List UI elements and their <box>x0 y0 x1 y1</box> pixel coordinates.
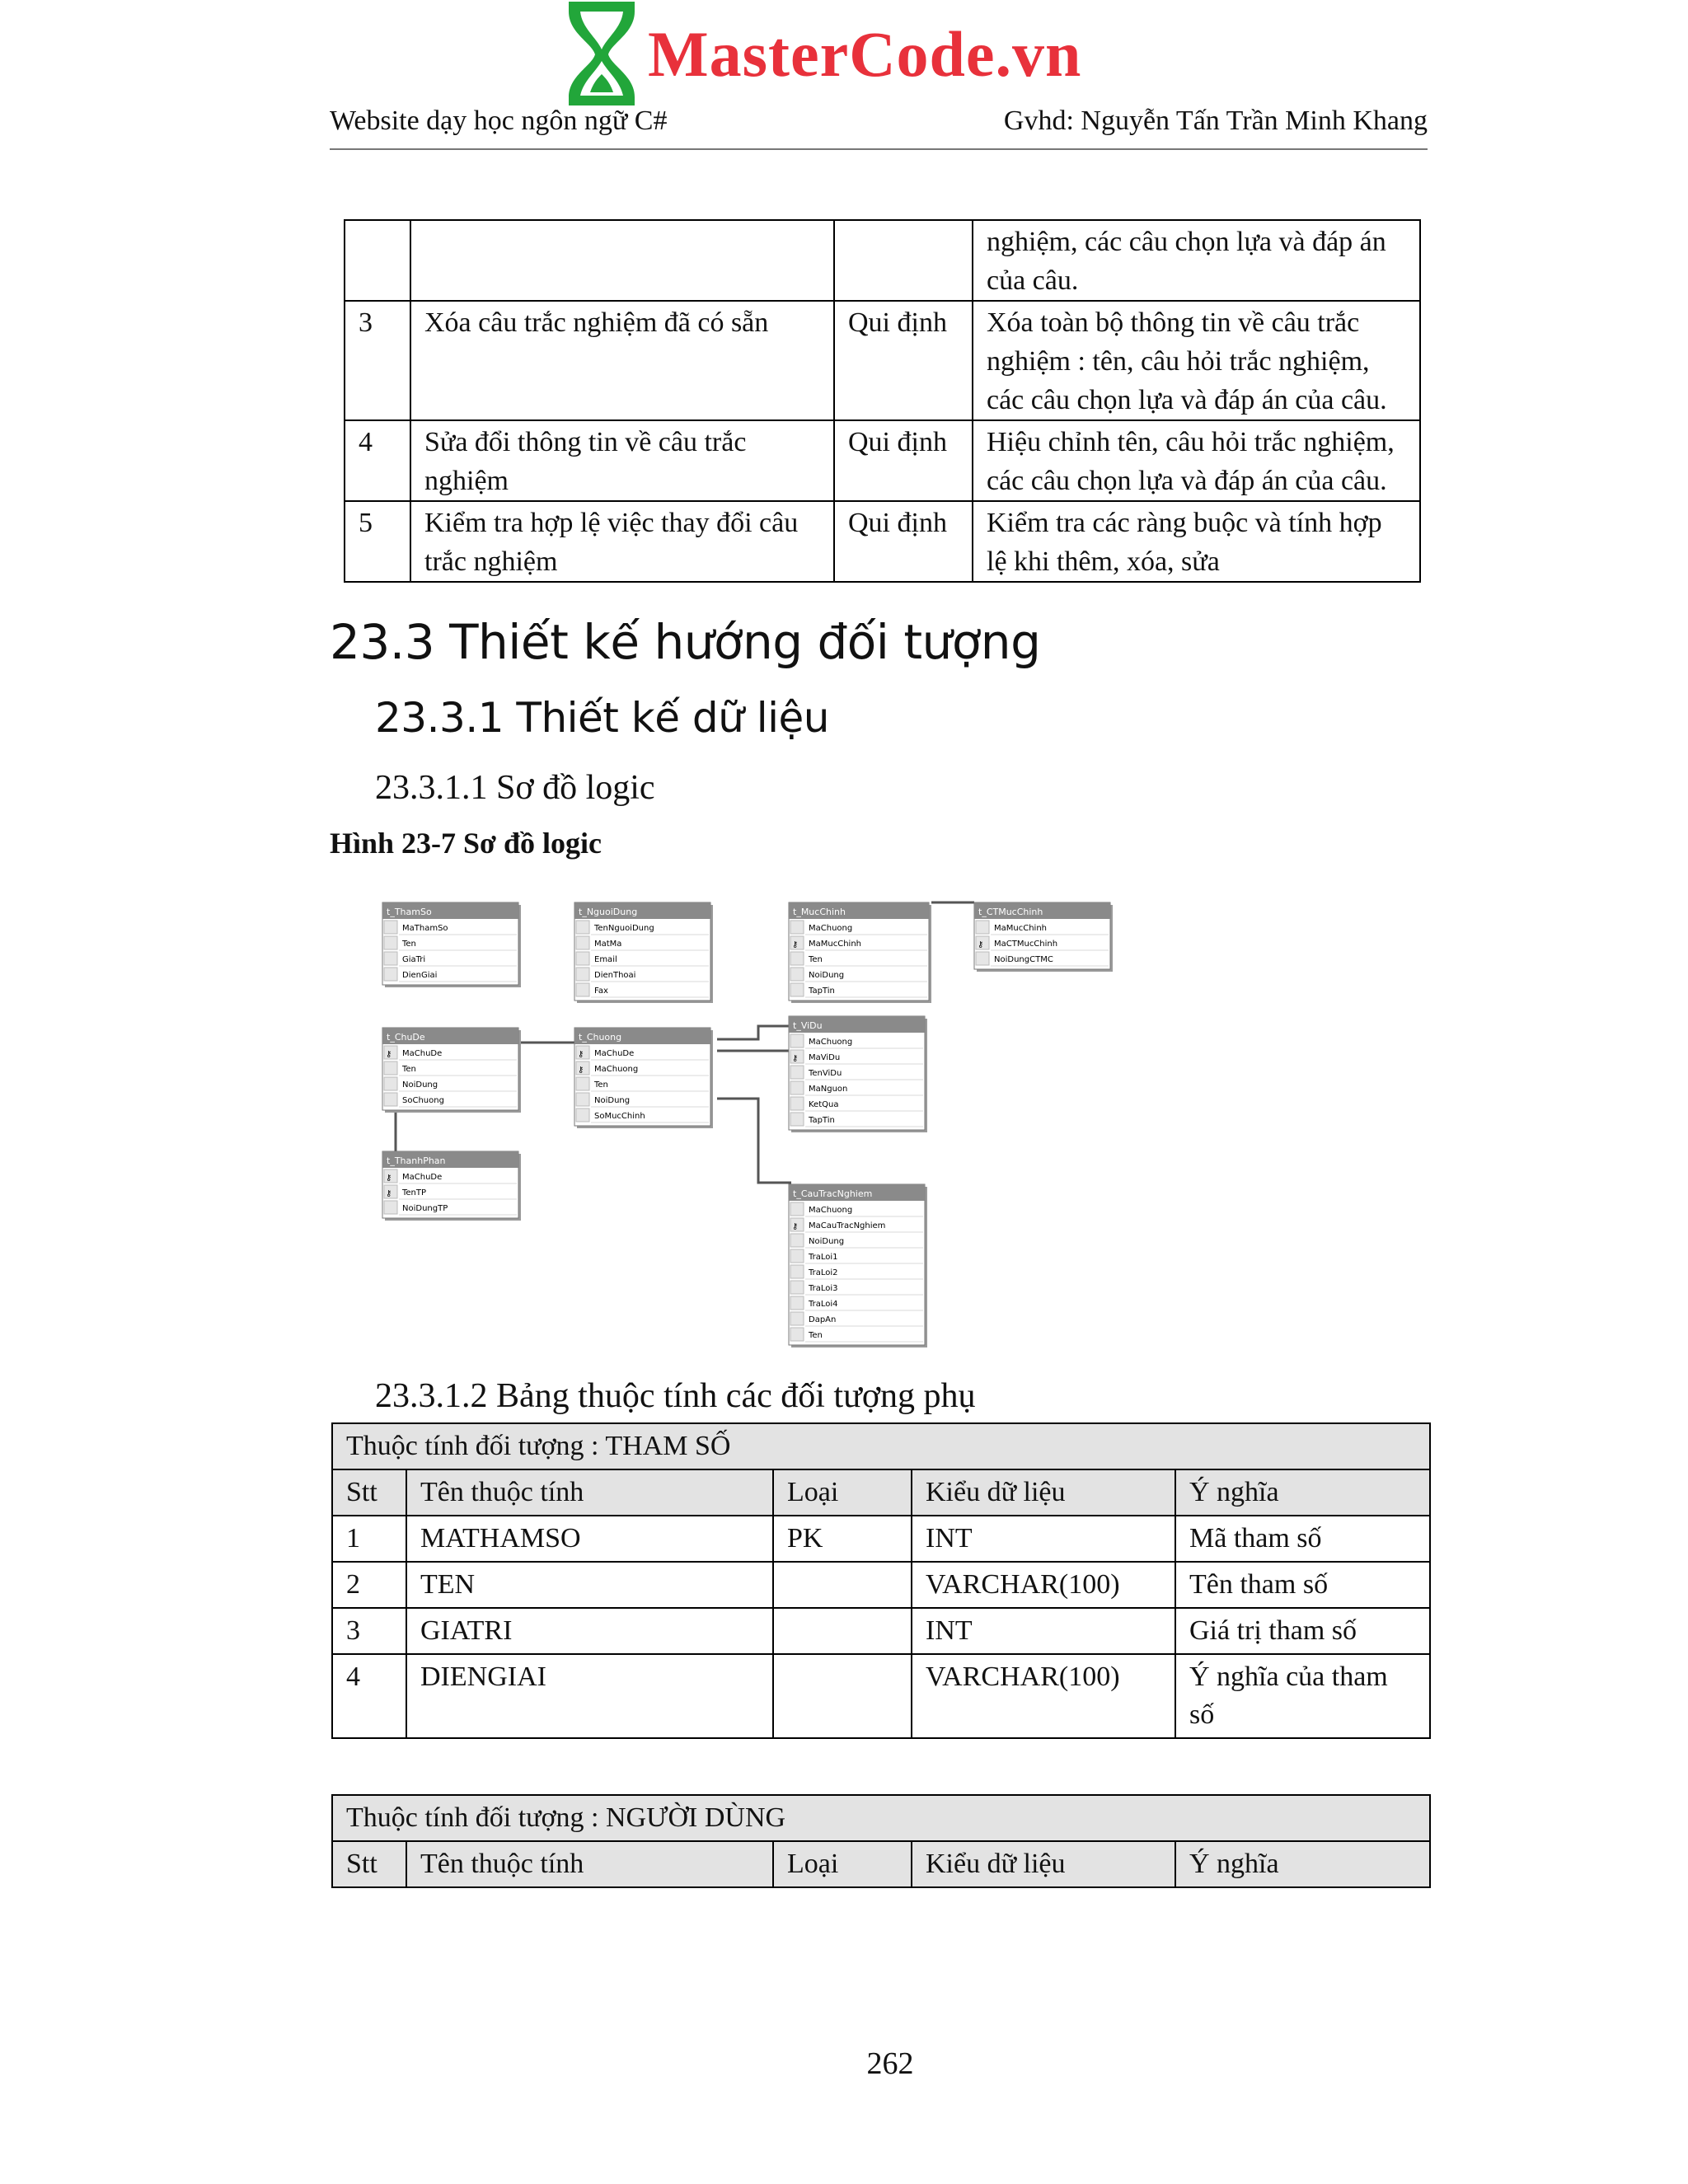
db-field: DienThoai <box>594 971 636 980</box>
key-icon: ⚷ <box>792 1054 799 1063</box>
cell: MATHAMSO <box>406 1516 773 1562</box>
cell <box>773 1608 912 1654</box>
logo-text: MasterCode.vn <box>648 18 1082 90</box>
db-table-title: t_ThanhPhan <box>387 1155 446 1166</box>
desc-cell: Hiệu chỉnh tên, câu hỏi trắc nghiệm, các câu chọn lựa và đáp án của câu. <box>973 420 1420 501</box>
cell: DIENGIAI <box>406 1654 773 1738</box>
db-field: MaViDu <box>809 1053 841 1062</box>
logic-diagram <box>379 894 1121 1356</box>
stt-cell <box>345 220 410 301</box>
key-icon: ⚷ <box>792 940 799 949</box>
key-icon: ⚷ <box>578 1066 584 1075</box>
requirements-table <box>344 219 1421 583</box>
db-field: TenNguoiDung <box>594 924 654 933</box>
db-table-title: t_NguoiDung <box>579 907 638 917</box>
db-field: SoChuong <box>402 1096 444 1105</box>
cell: 1 <box>332 1516 406 1562</box>
cell <box>773 1654 912 1738</box>
db-field: TapTin <box>809 987 835 996</box>
col-header-meaning: Ý nghĩa <box>1175 1841 1430 1887</box>
db-field: MaChuong <box>594 1065 639 1074</box>
table-row <box>345 220 1420 301</box>
db-field: MaThamSo <box>402 924 448 933</box>
cell: TEN <box>406 1562 773 1608</box>
db-field: Ten <box>402 1065 416 1074</box>
figure-caption: Hình 23-7 Sơ đồ logic <box>330 827 602 860</box>
table-caption-row <box>332 1423 1430 1469</box>
attribute-table-thamso <box>331 1422 1431 1739</box>
cell: INT <box>912 1516 1175 1562</box>
subsubsection-heading: 23.3.1.1 Sơ đồ logic <box>375 769 655 807</box>
key-icon: ⚷ <box>386 1189 392 1198</box>
db-field: KetQua <box>809 1100 839 1109</box>
db-field: SoMucChinh <box>594 1112 645 1121</box>
stt-cell: 4 <box>345 420 410 501</box>
col-header-stt: Stt <box>332 1469 406 1516</box>
db-table-title: t_Chuong <box>579 1032 622 1043</box>
db-field: MaCauTracNghiem <box>809 1221 886 1230</box>
cell <box>773 1562 912 1608</box>
db-table <box>789 902 931 1003</box>
db-table-title: t_MucChinh <box>793 907 846 917</box>
cell: Giá trị tham số <box>1175 1608 1430 1654</box>
name-cell: Kiểm tra hợp lệ việc thay đổi câu trắc nghiệm <box>410 501 834 582</box>
stt-cell: 3 <box>345 301 410 420</box>
cell: PK <box>773 1516 912 1562</box>
attribute-table-nguoidung <box>331 1794 1431 1888</box>
db-table-title: t_CauTracNghiem <box>793 1188 873 1199</box>
hourglass-icon <box>569 2 635 105</box>
cell: VARCHAR(100) <box>912 1654 1175 1738</box>
db-field: MaChuDe <box>402 1173 443 1182</box>
db-field: NoiDung <box>594 1096 631 1105</box>
table-caption: Thuộc tính đối tượng : NGƯỜI DÙNG <box>332 1795 1430 1841</box>
db-field: NoiDungCTMC <box>994 955 1053 964</box>
db-field: TraLoi2 <box>809 1268 838 1277</box>
db-field: TraLoi1 <box>809 1253 838 1262</box>
name-cell <box>410 220 834 301</box>
db-table-title: t_ViDu <box>793 1020 823 1031</box>
db-field: NoiDung <box>809 1237 845 1246</box>
type-cell: Qui định <box>834 501 973 582</box>
db-field: Ten <box>809 955 823 964</box>
header-left-text: Website dạy học ngôn ngữ C# <box>330 105 668 136</box>
db-field: Ten <box>594 1080 608 1090</box>
desc-cell: nghiệm, các câu chọn lựa và đáp án của câu. <box>973 220 1420 301</box>
db-table <box>382 1028 521 1113</box>
subsubsection-heading: 23.3.1.2 Bảng thuộc tính các đối tượng phụ <box>375 1377 976 1415</box>
cell: 2 <box>332 1562 406 1608</box>
desc-cell: Kiểm tra các ràng buộc và tính hợp lệ khi thêm, xóa, sửa <box>973 501 1420 582</box>
db-field: Ten <box>809 1331 823 1340</box>
db-table <box>382 902 521 987</box>
table-header-row <box>332 1469 1430 1516</box>
table-header-row <box>332 1841 1430 1887</box>
db-field: MaMucChinh <box>994 924 1047 933</box>
db-table-title: t_CTMucChinh <box>978 907 1043 917</box>
key-icon: ⚷ <box>386 1050 392 1059</box>
col-header-name: Tên thuộc tính <box>406 1469 773 1516</box>
db-field: MaChuDe <box>402 1049 443 1058</box>
db-field: MaChuong <box>809 1206 853 1215</box>
table-row <box>345 501 1420 582</box>
key-icon: ⚷ <box>792 1222 799 1231</box>
db-field: DienGiai <box>402 971 438 980</box>
db-table <box>574 1028 713 1128</box>
header-right-text: Gvhd: Nguyễn Tấn Trần Minh Khang <box>1003 105 1428 136</box>
cell: VARCHAR(100) <box>912 1562 1175 1608</box>
cell: GIATRI <box>406 1608 773 1654</box>
db-table-title: t_ChuDe <box>387 1032 425 1043</box>
col-header-datatype: Kiểu dữ liệu <box>912 1469 1175 1516</box>
col-header-kind: Loại <box>773 1841 912 1887</box>
db-field: MaChuDe <box>594 1049 635 1058</box>
cell: INT <box>912 1608 1175 1654</box>
db-field: Email <box>594 955 617 964</box>
db-field: TapTin <box>809 1116 835 1125</box>
db-field: DapAn <box>809 1315 837 1324</box>
db-field: NoiDung <box>402 1080 438 1090</box>
db-field: TraLoi4 <box>809 1300 838 1309</box>
col-header-datatype: Kiểu dữ liệu <box>912 1841 1175 1887</box>
db-field: TenTP <box>402 1188 427 1197</box>
name-cell: Sửa đổi thông tin về câu trắc nghiệm <box>410 420 834 501</box>
col-header-meaning: Ý nghĩa <box>1175 1469 1430 1516</box>
key-icon: ⚷ <box>578 1050 584 1059</box>
db-table <box>974 902 1113 972</box>
cell: 4 <box>332 1654 406 1738</box>
table-row <box>332 1654 1430 1738</box>
db-table <box>382 1151 521 1221</box>
col-header-stt: Stt <box>332 1841 406 1887</box>
type-cell: Qui định <box>834 420 973 501</box>
cell: Ý nghĩa của tham số <box>1175 1654 1430 1738</box>
table-row <box>332 1608 1430 1654</box>
mastercode-logo <box>565 0 1109 107</box>
section-heading: 23.3 Thiết kế hướng đối tượng <box>330 614 1041 670</box>
table-caption: Thuộc tính đối tượng : THAM SỐ <box>332 1423 1430 1469</box>
page-number: 262 <box>866 2046 914 2081</box>
db-field: MatMa <box>594 940 622 949</box>
table-row <box>332 1562 1430 1608</box>
table-row <box>345 301 1420 420</box>
stt-cell: 5 <box>345 501 410 582</box>
db-table <box>789 1184 927 1347</box>
type-cell: Qui định <box>834 301 973 420</box>
db-field: MaChuong <box>809 924 853 933</box>
db-field: MaNguon <box>809 1085 848 1094</box>
db-table <box>789 1016 927 1132</box>
desc-cell: Xóa toàn bộ thông tin về câu trắc nghiệm : tên, câu hỏi trắc nghiệm, các câu chọn lựa và đáp án của câu. <box>973 301 1420 420</box>
name-cell: Xóa câu trắc nghiệm đã có sẵn <box>410 301 834 420</box>
db-field: GiaTri <box>402 955 426 964</box>
table-caption-row <box>332 1795 1430 1841</box>
col-header-name: Tên thuộc tính <box>406 1841 773 1887</box>
db-field: NoiDung <box>809 971 845 980</box>
db-table <box>574 902 713 1003</box>
cell: 3 <box>332 1608 406 1654</box>
key-icon: ⚷ <box>978 940 984 949</box>
table-row <box>345 420 1420 501</box>
db-field: TraLoi3 <box>809 1284 838 1293</box>
header-rule <box>330 148 1428 150</box>
table-row <box>332 1516 1430 1562</box>
col-header-kind: Loại <box>773 1469 912 1516</box>
db-table-title: t_ThamSo <box>387 907 432 917</box>
db-field: Fax <box>594 987 608 996</box>
cell: Tên tham số <box>1175 1562 1430 1608</box>
key-icon: ⚷ <box>386 1174 392 1183</box>
db-field: MaCTMucChinh <box>994 940 1058 949</box>
db-field: TenViDu <box>809 1069 842 1078</box>
cell: Mã tham số <box>1175 1516 1430 1562</box>
db-field: MaChuong <box>809 1038 853 1047</box>
db-field: Ten <box>402 940 416 949</box>
db-field: NoiDungTP <box>402 1204 448 1213</box>
subsection-heading: 23.3.1 Thiết kế dữ liệu <box>375 694 829 742</box>
type-cell <box>834 220 973 301</box>
db-field: MaMucChinh <box>809 940 861 949</box>
